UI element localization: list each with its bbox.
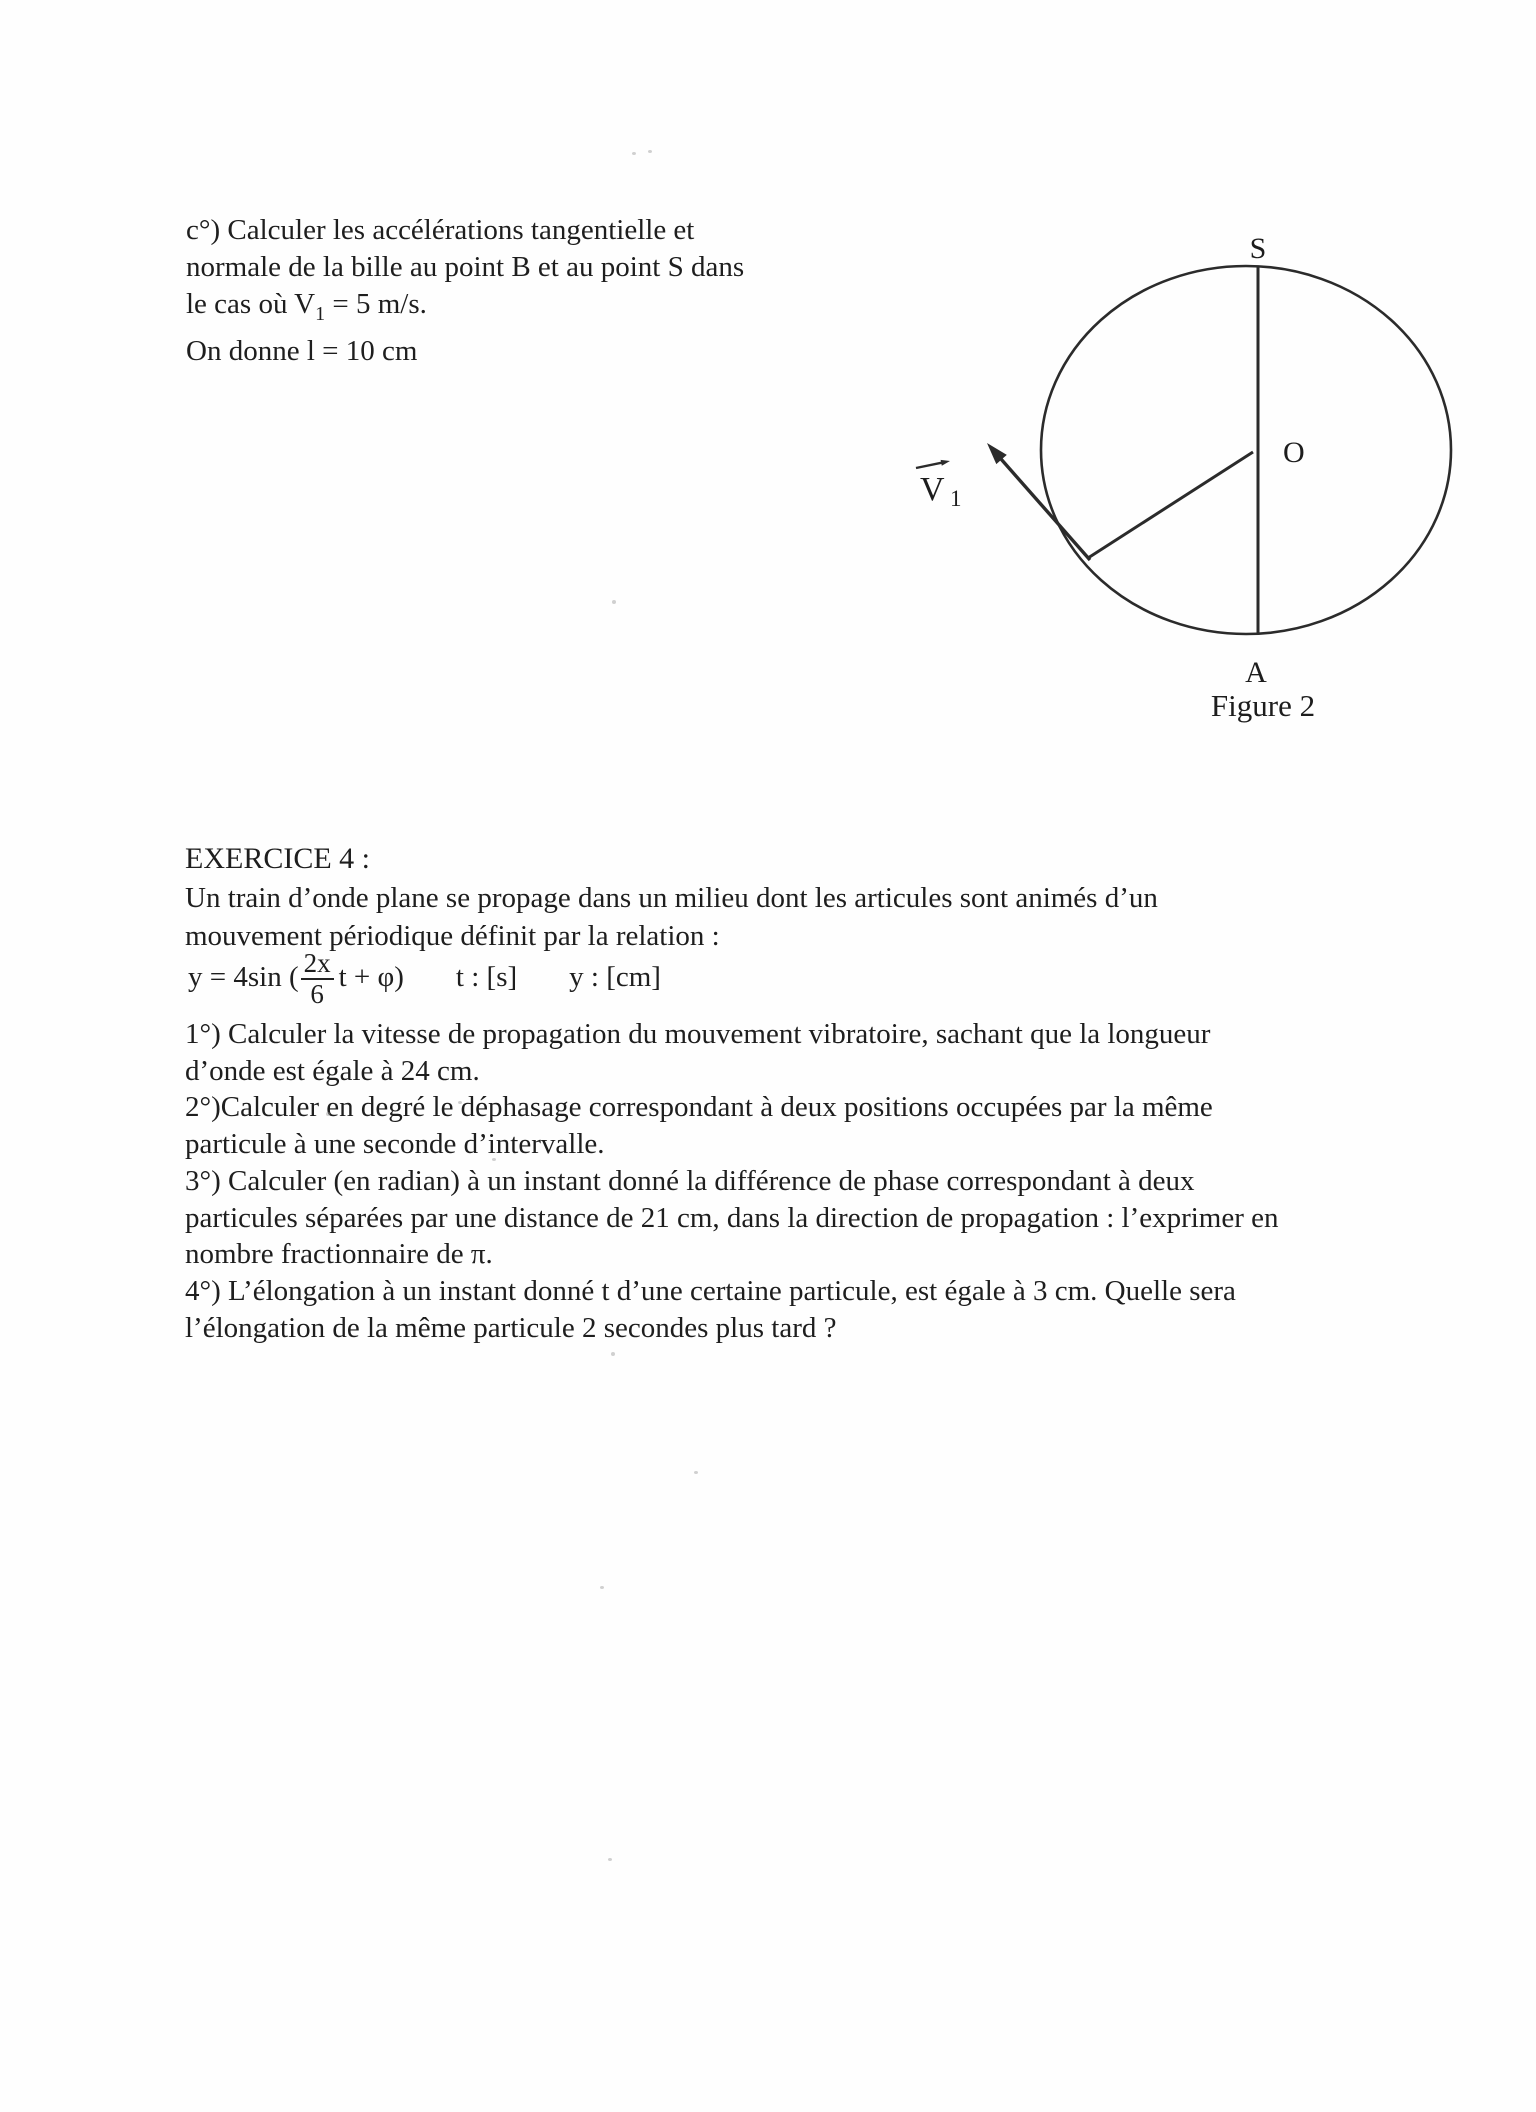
- vector-overbar-arrow-shaft: [916, 462, 943, 468]
- point-label-s: S: [1249, 232, 1267, 265]
- question-line: 2°)Calculer en degré le déphasage correspondant à deux positions occupées par la même: [185, 1091, 1213, 1124]
- fraction-denominator: 6: [310, 979, 324, 1010]
- wave-equation-prefix: y = 4sin (: [188, 960, 299, 993]
- wave-equation: [188, 947, 661, 1010]
- exercise4-questions: [185, 1016, 1279, 1346]
- elongation-unit-note: y : [cm]: [569, 960, 661, 993]
- scan-speck: [600, 1586, 604, 1589]
- vector-v1-label: V: [920, 471, 945, 508]
- v1-subscript: 1: [315, 302, 326, 325]
- scan-speck: [648, 150, 652, 153]
- velocity-vector-shaft: [1001, 459, 1090, 560]
- figure-caption: Figure 2: [1210, 688, 1316, 723]
- vector-v1-label-subscript: 1: [950, 486, 962, 511]
- exercise4-intro-line: Un train d’onde plane se propage dans un milieu dont les articules sont animés d’un: [185, 882, 1158, 914]
- exercise4-intro: [185, 880, 1158, 955]
- scan-speck: [611, 1352, 615, 1356]
- question-line: particule à une seconde d’intervalle.: [185, 1128, 605, 1161]
- question-line: 1°) Calculer la vitesse de propagation du mouvement vibratoire, sachant que la longueur: [185, 1018, 1211, 1050]
- point-label-o: O: [1283, 436, 1305, 469]
- question-c-block: [186, 212, 744, 370]
- time-unit-note: t : [s]: [455, 960, 518, 993]
- circle-outline: [1041, 266, 1451, 634]
- exercise4-title: EXERCICE 4 :: [185, 842, 370, 875]
- scan-speck: [458, 1101, 462, 1104]
- radius-line-ob: [1088, 452, 1253, 558]
- point-label-a: A: [1245, 656, 1267, 689]
- wave-equation-fraction: [301, 947, 334, 1010]
- question-c-line: le cas où $V_1 = 5$ m/s.: [186, 288, 427, 325]
- question-line: 3°) Calculer (en radian) à un instant donné la différence de phase correspondant à deux: [185, 1164, 1195, 1197]
- question-line: l’élongation de la même particule 2 secondes plus tard ?: [185, 1311, 837, 1344]
- scan-speck: [632, 152, 636, 155]
- question-line: nombre fractionnaire de π.: [185, 1238, 493, 1271]
- question-c-line: normale de la bille au point B et au point S dans: [186, 251, 745, 283]
- scan-speck: [326, 1112, 330, 1116]
- question-line: particules séparées par une distance de 21 cm, dans la direction de propagation : l’exprimer en: [185, 1201, 1279, 1234]
- figure-2-diagram: [900, 160, 1480, 740]
- question-line: 4°) L’élongation à un instant donné t d’une certaine particule, est égale à 3 cm. Quelle sera: [185, 1274, 1236, 1307]
- question-line: d’onde est égale à 24 cm.: [185, 1054, 480, 1087]
- fraction-numerator: 2x: [301, 950, 334, 981]
- question-c-line: On donne l = 10 cm: [186, 334, 418, 367]
- scan-speck: [694, 1471, 698, 1474]
- question-c-line: c°) Calculer les accélérations tangentielle et: [186, 214, 695, 246]
- vector-overbar-arrowhead: [941, 460, 950, 466]
- scan-speck: [492, 1158, 496, 1161]
- wave-equation-suffix: t + φ): [338, 960, 404, 993]
- scan-speck: [608, 1858, 612, 1861]
- exercise4-intro-line: mouvement périodique définit par la relation :: [185, 919, 720, 952]
- scan-speck: [612, 600, 616, 604]
